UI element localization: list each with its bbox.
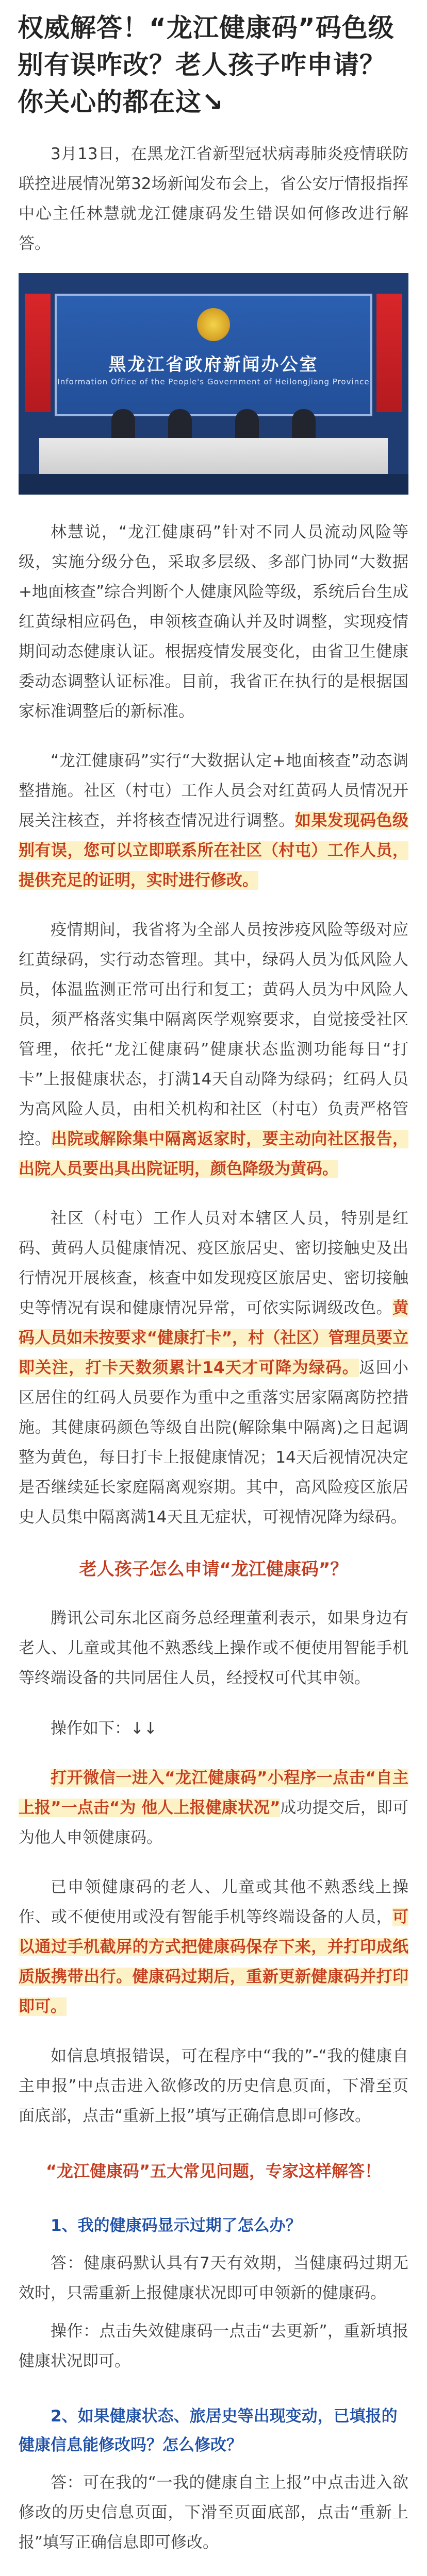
faq-banner: “龙江健康码”五大常见问题，专家这样解答！: [45, 2161, 382, 2181]
backdrop-subtitle: Information Office of the People's Government of Heilongjiang Province: [57, 377, 370, 386]
backdrop-title: 黑龙江省政府新闻办公室: [108, 354, 319, 375]
faq-question-2: 2、如果健康状态、旅居史等出现变动，已填报的健康信息能修改吗？怎么修改？: [19, 2407, 398, 2454]
faq-answer-2: 答：可在我的“一我的健康自主上报”中点击进入欲修改的历史信息页面，下滑至页面底部，点击“重新上报”填写正确信息即可修改。: [19, 2473, 408, 2552]
paragraph-5-text: 社区（村屯）工作人员对本辖区人员，特别是红码、黄码人员健康情况、疫区旅居史、密切接触史及出行情况开展核查，核查中如发现疫区旅居史、密切接触史等情况有误和健康情况异常，可依实际调级改色。: [19, 1209, 408, 1317]
paragraph-3-highlight: 如果发现码色级别有误，您可以立即联系所在社区（村屯）工作人员，提供充足的证明，实时进行修改。: [19, 811, 409, 890]
paragraph-5: [19, 1204, 408, 1532]
paragraph-3: [19, 746, 408, 895]
paragraph-8: [19, 1872, 408, 2022]
paragraph-8-highlight-1: 可以通过手机截屏的方式把健康码保存下来，并打印成纸质版携带出行。: [19, 1908, 408, 1986]
faq-answer-1-op: 操作：点击失效健康码一点击“去更新”，重新填报健康状况即可。: [19, 2322, 408, 2370]
section-title-elderly-children: 老人孩子怎么申请“龙江健康码”？: [79, 1559, 348, 1580]
paragraph-7: [19, 1763, 408, 1853]
operation-label: 操作如下：↓↓: [51, 1719, 157, 1738]
paragraph-7-highlight: 打开微信一进入“龙江健康码”小程序一点击“自主上报”一点击“为 他人上报健康状况”: [19, 1769, 408, 1817]
paragraph-9: 如信息填报错误，可在程序中“我的”-“我的健康自主申报”中点击进入欲修改的历史信息页面，下滑至页面底部，点击“重新上报”填写正确信息即可修改。: [19, 2047, 408, 2125]
stage-floor: [19, 474, 408, 495]
paragraph-5-highlight: 黄码人员如未按要求“健康打卡”，村（社区）管理员要立即关注，打卡天数须累计14天才可降为绿码。: [19, 1299, 408, 1377]
article: [0, 9, 427, 2576]
flag-right: [376, 294, 402, 412]
paragraph-5-text-b: 返回小区居住的红码人员要作为重中之重落实居家隔离防控措施。其健康码颜色等级自出院(解除集中隔离)之日起调整为黄色，每日打卡上报健康情况；14天后视情况决定是否继续延长家庭隔离观察期。其中，高风险疫区旅居史人员集中隔离满14天且无症状，可视情况降为绿码。: [19, 1359, 409, 1527]
paragraph-6: 腾讯公司东北区商务总经理董利表示，如果身边有老人、儿童或其他不熟悉线上操作或不便使用智能手机等终端设备的共同居住人员，经授权可代其申领。: [19, 1609, 408, 1687]
paragraph-4: [19, 915, 408, 1184]
backdrop-screen: [55, 294, 372, 416]
press-desk: [39, 438, 388, 474]
paragraph-intro: 3月13日，在黑龙江省新型冠状病毒肺炎疫情联防联控进展情况第32场新闻发布会上，省公安厅情报指挥中心主任林慧就龙江健康码发生错误如何修改进行解答。: [19, 145, 408, 253]
paragraph-4-highlight: 出院或解除集中隔离返家时，要主动向社区报告，出院人员要出具出院证明，颜色降级为黄码。: [19, 1130, 409, 1178]
paragraph-8-text: 已申领健康码的老人、儿童或其他不熟悉线上操作、或不便使用或没有智能手机等终端设备的人员，: [19, 1878, 408, 1926]
faq-question-1: 1、我的健康码显示过期了怎么办？: [51, 2216, 302, 2235]
paragraph-2: 林慧说，“龙江健康码”针对不同人员流动风险等级，实施分级分色，采取多层级、多部门协同“大数据+地面核查”综合判断个人健康风险等级，系统后台生成红黄绿相应码色，申领核查确认并及时调整，实现疫情期间动态健康认证。根据疫情发展变化，由省卫生健康委动态调整认证标准。目前，我省正在执行的是根据国家标准调整后的新标准。: [19, 523, 408, 721]
paragraph-4-text: 疫情期间，我省将为全部人员按涉疫风险等级对应红黄绿码，实行动态管理。其中，绿码人员为低风险人员，体温监测正常可出行和复工；黄码人员为中风险人员，须严格落实集中隔离医学观察要求，自觉接受社区管理，依托“龙江健康码”健康状态监测功能每日“打卡”上报健康状态，打满14天自动降为绿码；红码人员为高风险人员，由相关机构和社区（村屯）负责严格管控。: [19, 921, 408, 1148]
flag-left: [25, 294, 51, 412]
press-conference-photo: [19, 273, 408, 495]
faq-answer-1: 答：健康码默认具有7天有效期，当健康码过期无效时，只需重新上报健康状况即可申领新的健康码。: [19, 2254, 408, 2302]
article-title: 权威解答！“龙江健康码”码色级别有误咋改？老人孩子咋申请？你关心的都在这↘: [18, 13, 395, 117]
paragraph-8-highlight-2: 健康码过期后，重新更新健康码并打印即可。: [19, 1968, 409, 2016]
paragraph-7-text: 成功提交后，即可为他人申领健康码。: [19, 1799, 408, 1847]
paragraph-3-text: “龙江健康码”实行“大数据认定+地面核查”动态调整措施。社区（村屯）工作人员会对红黄码人员情况开展关注核查，并将核查情况进行调整。: [19, 752, 408, 830]
emblem-icon: [197, 308, 230, 341]
